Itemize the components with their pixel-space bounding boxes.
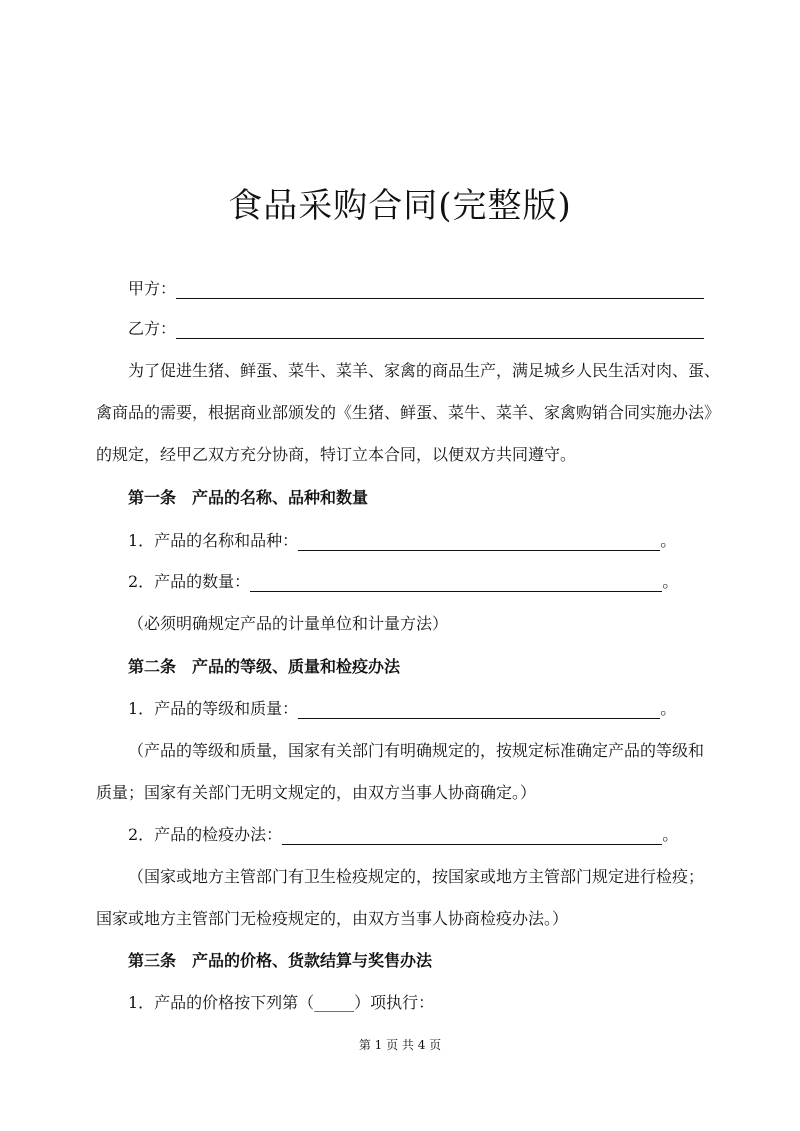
article-2-note-2-line-2: 国家或地方主管部门无检疫规定的，由双方当事人协商检疫办法。） bbox=[96, 909, 569, 928]
quarantine-method-blank bbox=[282, 826, 662, 845]
article-2-item-2 bbox=[128, 822, 678, 845]
article-2-heading: 第二条 产品的等级、质量和检疫办法 bbox=[128, 657, 401, 676]
party-b-label: 乙方： bbox=[128, 319, 177, 338]
party-a-blank bbox=[176, 280, 704, 299]
party-b-line bbox=[128, 316, 704, 339]
article-2-note-2-line-1: （国家或地方主管部门有卫生检疫规定的，按国家或地方主管部门规定进行检疫； bbox=[128, 867, 705, 886]
grade-quality-blank bbox=[298, 700, 660, 719]
party-a-line bbox=[128, 276, 704, 299]
document-title: 食品采购合同(完整版) bbox=[228, 186, 572, 226]
period: 。 bbox=[662, 825, 679, 844]
intro-line-1: 为了促进生猪、鲜蛋、菜牛、菜羊、家禽的商品生产，满足城乡人民生活对肉、蛋、 bbox=[128, 361, 721, 380]
article-1-item-1 bbox=[128, 528, 676, 551]
period: 。 bbox=[660, 699, 677, 718]
period: 。 bbox=[660, 531, 677, 550]
article-2-item-2-label: 2．产品的检疫办法： bbox=[128, 825, 283, 844]
article-2-item-1-label: 1．产品的等级和质量： bbox=[128, 699, 299, 718]
article-2-note-1-line-2: 质量；国家有关部门无明文规定的，由双方当事人协商确定。） bbox=[96, 783, 537, 802]
product-name-blank bbox=[298, 532, 660, 551]
article-1-item-2-label: 2．产品的数量： bbox=[128, 572, 251, 591]
party-a-label: 甲方： bbox=[128, 279, 177, 298]
intro-line-2: 禽商品的需要，根据商业部颁发的《生猪、鲜蛋、菜牛、菜羊、家禽购销合同实施办法》 bbox=[96, 403, 721, 422]
product-quantity-blank bbox=[250, 573, 662, 592]
article-2-item-1 bbox=[128, 696, 676, 719]
page-footer: 第 1 页 共 4 页 bbox=[358, 1038, 442, 1052]
intro-line-3: 的规定，经甲乙双方充分协商，特订立本合同，以便双方共同遵守。 bbox=[96, 445, 577, 464]
article-3-item-1: 1．产品的价格按下列第（_____）项执行： bbox=[128, 993, 435, 1012]
article-2-note-1-line-1: （产品的等级和质量，国家有关部门有明确规定的，按规定标准确定产品的等级和 bbox=[128, 741, 705, 760]
article-1-heading: 第一条 产品的名称、品种和数量 bbox=[128, 488, 369, 507]
period: 。 bbox=[662, 572, 679, 591]
article-3-heading: 第三条 产品的价格、货款结算与奖售办法 bbox=[128, 951, 433, 970]
article-1-item-2 bbox=[128, 569, 678, 592]
article-1-item-1-label: 1．产品的名称和品种： bbox=[128, 531, 299, 550]
article-1-note: （必须明确规定产品的计量单位和计量方法） bbox=[128, 614, 449, 633]
party-b-blank bbox=[176, 320, 704, 339]
